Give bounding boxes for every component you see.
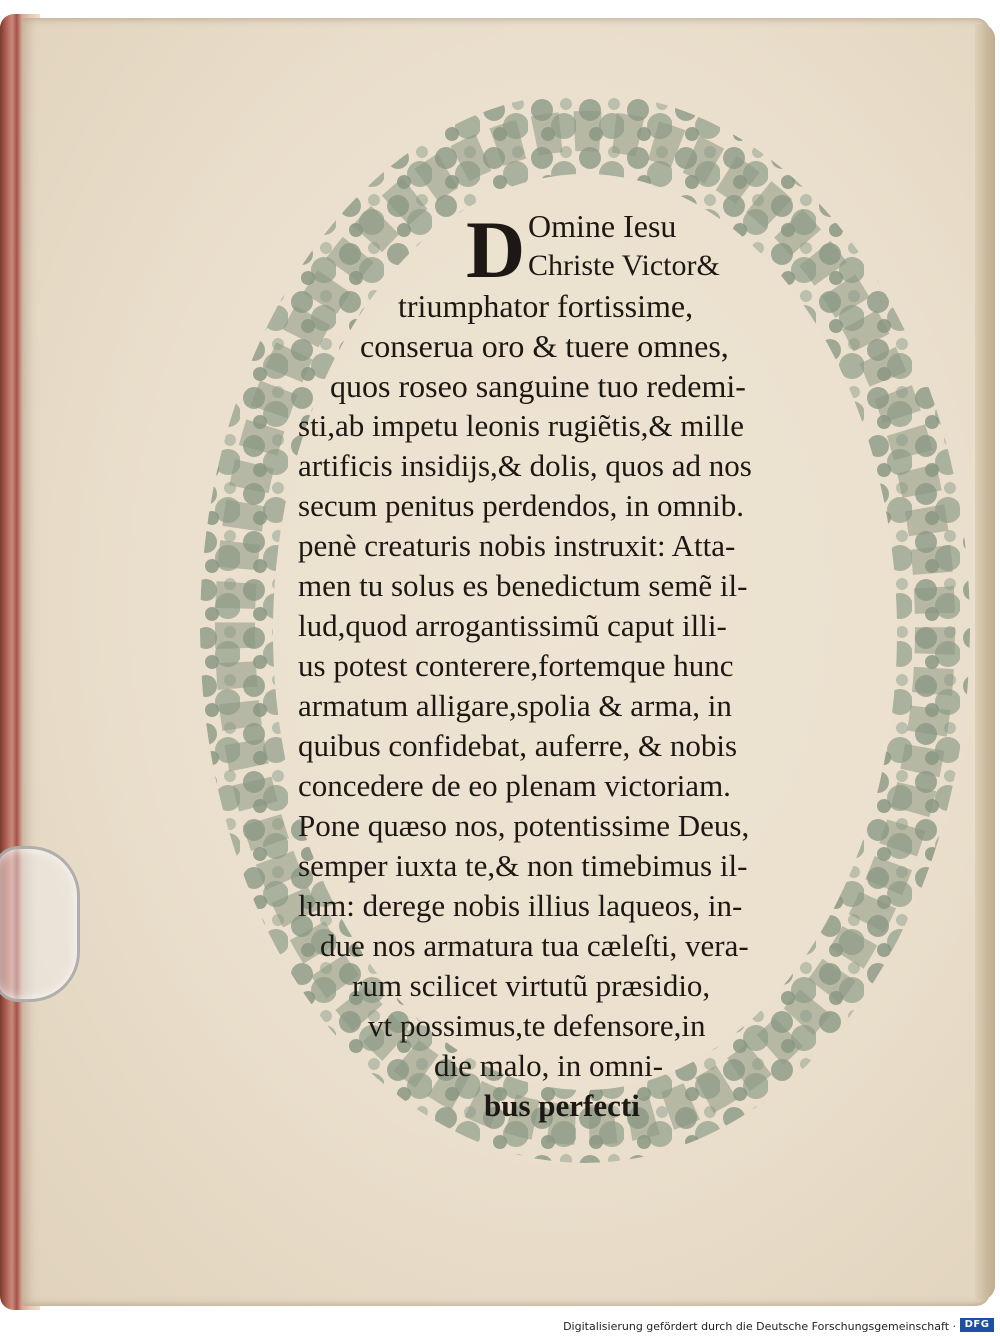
text-line: armatum alligare,spolia & arma, in [298,688,732,723]
text-line: artificis insidijs,& dolis, quos ad nos [298,448,752,483]
dfg-logo: DFG [960,1318,994,1332]
text-line: secum penitus perdendos, in omnib. [298,488,744,523]
prayer-text [298,206,878,1126]
text-line: triumphator fortissime, [398,288,694,324]
text-line: quos roseo sanguine tuo redemi- [330,368,746,404]
text-lines [298,206,878,1126]
text-line: lum: derege nobis illius laqueos, in- [298,888,743,923]
text-line: die malo, in omni- [434,1048,664,1083]
text-line: semper iuxta te,& non timebimus il- [298,848,748,883]
text-line: vt possimus,te defensore,in [368,1008,706,1043]
text-line: penè creaturis nobis instruxit: Atta- [298,528,736,563]
text-line: conserua oro & tuere omnes, [360,328,729,364]
text-line: concedere de eo plenam victoriam. [298,768,731,803]
text-line: us potest conterere,fortemque hunc [298,648,734,683]
text-line: Christe Victor& [528,249,720,282]
digitization-credit: Digitalisierung gefördert durch die Deutsche Forschungsgemeinschaft · [563,1320,956,1333]
text-line: Omine Iesu [528,208,677,244]
drop-cap-initial: D [466,204,526,295]
text-line: bus perfecti [484,1088,640,1123]
text-line: due nos armatura tua cæleſti, vera- [320,928,749,963]
text-line: sti,ab impetu leonis rugiẽtis,& mille [298,408,745,443]
text-line: Pone quæso nos, potentissime Deus, [298,808,750,843]
text-line: men tu solus es benedictum semẽ il- [298,568,748,603]
text-line: lud,quod arrogantissimũ caput illi- [298,608,727,643]
text-line: quibus confidebat, auferre, & nobis [298,728,738,763]
text-line: rum scilicet virtutũ præsidio, [352,968,711,1003]
